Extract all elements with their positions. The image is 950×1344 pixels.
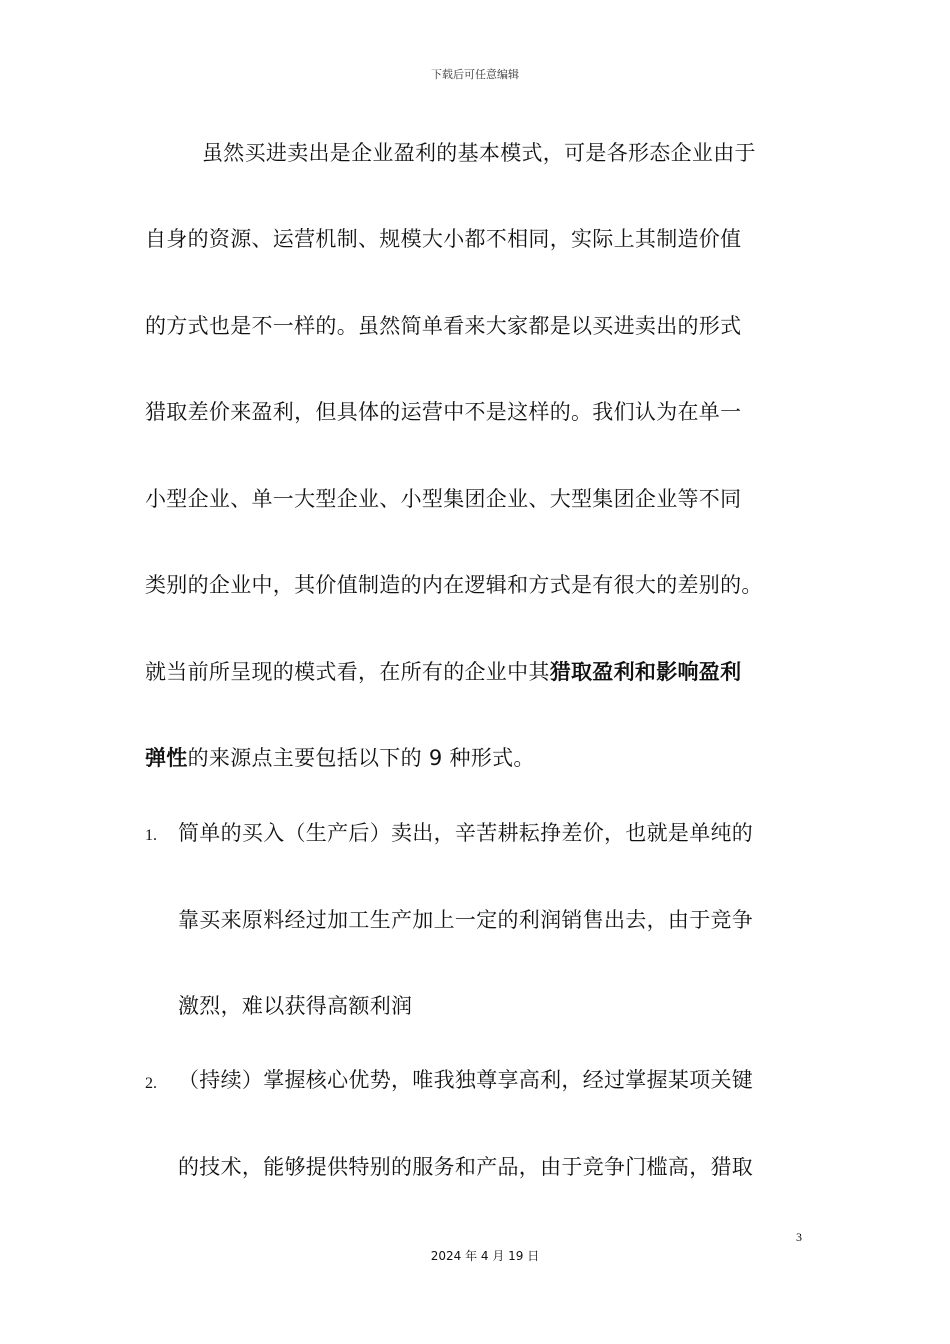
list-item-line: 靠买来原料经过加工生产加上一定的利润销售出去，由于竞争 xyxy=(178,908,754,932)
text-run: 的来源点主要包括以下的 9 种形式。 xyxy=(187,746,535,770)
list-item-line: 的技术，能够提供特别的服务和产品，由于竞争门槛高，猎取 xyxy=(178,1155,754,1179)
paragraph-line: 自身的资源、运营机制、规模大小都不相同，实际上其制造价值 xyxy=(145,227,742,251)
paragraph-line: 猎取差价来盈利，但具体的运营中不是这样的。我们认为在单一 xyxy=(145,400,742,424)
list-item-number: 1. xyxy=(145,827,157,844)
paragraph-line xyxy=(145,744,535,772)
list-item-line: （持续）掌握核心优势，唯我独尊享高利，经过掌握某项关键 xyxy=(178,1068,754,1092)
paragraph-line: 的方式也是不一样的。虽然简单看来大家都是以买进卖出的形式 xyxy=(145,314,742,338)
paragraph-line: 虽然买进卖出是企业盈利的基本模式，可是各形态企业由于 xyxy=(202,141,756,165)
bold-text-run: 弹性 xyxy=(145,746,188,770)
header-note: 下载后可任意编辑 xyxy=(431,68,519,81)
list-item-line: 简单的买入（生产后）卖出，辛苦耕耘挣差价，也就是单纯的 xyxy=(178,821,754,845)
list-item-line: 激烈，难以获得高额利润 xyxy=(178,994,413,1018)
paragraph-line: 类别的企业中，其价值制造的内在逻辑和方式是有很大的差别的。 xyxy=(145,573,763,597)
page-number: 3 xyxy=(796,1230,802,1244)
bold-text-run: 猎取盈利和影响盈利 xyxy=(549,660,742,684)
list-item-number: 2. xyxy=(145,1075,157,1092)
paragraph-line: 小型企业、单一大型企业、小型集团企业、大型集团企业等不同 xyxy=(145,487,742,511)
footer-date: 2024 年 4 月 19 日 xyxy=(430,1249,540,1263)
paragraph-line xyxy=(145,658,741,686)
text-run: 就当前所呈现的模式看，在所有的企业中其 xyxy=(145,660,550,684)
